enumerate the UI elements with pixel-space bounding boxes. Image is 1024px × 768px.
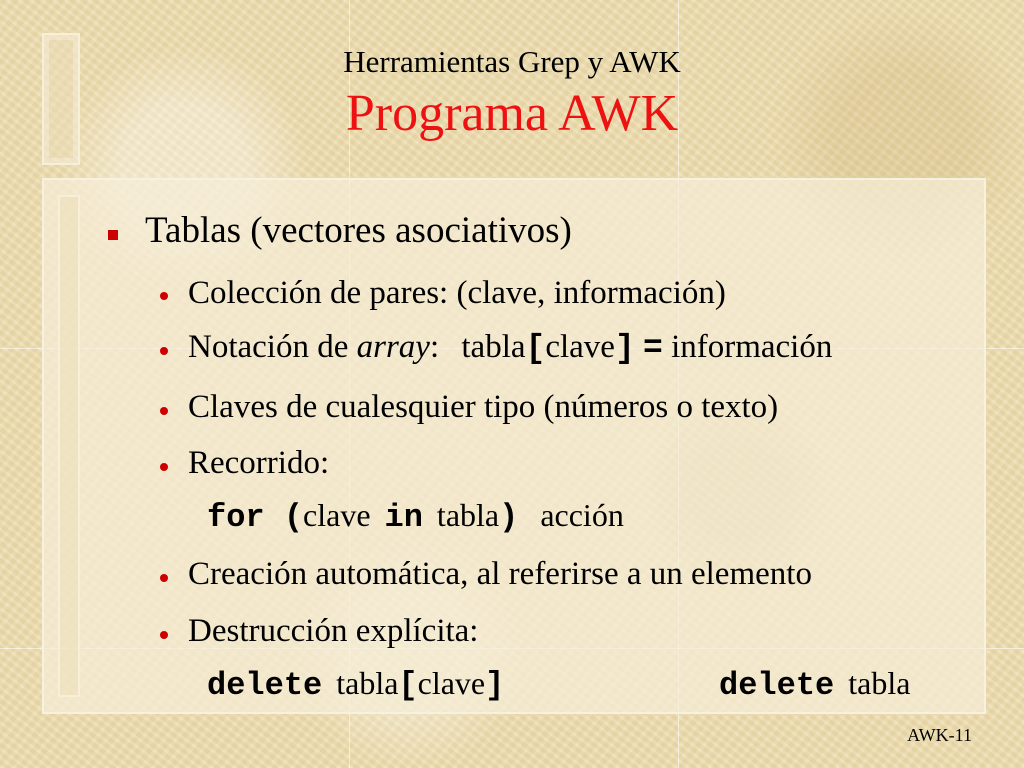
bullet-item-notation [188,329,832,367]
notation-informacion: información [671,329,833,365]
square-bullet-icon [108,230,118,240]
dot-bullet-icon [160,574,168,582]
bullet-item: Destrucción explícita: [188,613,479,649]
dot-bullet-icon [160,407,168,415]
notation-equals: = [643,330,663,367]
loop-tabla: tabla [436,497,500,533]
dot-bullet-icon [160,463,168,471]
delete-table-code [719,665,910,704]
bullet-item: Recorrido: [188,445,330,481]
loop-clave: clave [303,497,371,533]
delete-tabla: tabla [848,665,911,701]
delete-tabla: tabla [336,665,399,701]
dot-bullet-icon [160,292,168,300]
notation-close-bracket: ] [614,330,635,367]
bullet-item: Colección de pares: (clave, información) [188,275,726,311]
bullet-main: Tablas (vectores asociativos) [145,210,572,251]
notation-colon: : [429,329,440,365]
notation-clave: clave [545,329,615,365]
bullet-item: Creación automática, al referirse a un elemento [188,556,812,592]
delete-close-bracket: ] [485,667,505,704]
delete-keyword: delete [719,667,835,704]
content-panel [42,178,986,714]
delete-clave: clave [417,665,486,701]
in-keyword: in [384,499,423,536]
slide-title: Programa AWK [345,85,679,142]
content-accent-bar [58,195,80,697]
for-keyword: for ( [207,499,304,536]
page-number: AWK-11 [907,725,972,745]
loop-close-paren: ) [499,499,519,536]
delete-open-bracket: [ [398,667,418,704]
slide-subtitle: Herramientas Grep y AWK [343,44,681,79]
delete-element-code [207,665,504,704]
notation-tabla: tabla [461,329,526,365]
loop-accion: acción [540,497,624,533]
notation-label: Notación de [188,329,349,365]
bullet-item: Claves de cualesquier tipo (números o texto) [188,389,779,425]
for-loop-code [207,497,624,536]
dot-bullet-icon [160,347,168,355]
notation-open-bracket: [ [525,330,546,367]
delete-keyword: delete [207,667,323,704]
dot-bullet-icon [160,631,168,639]
notation-array-word: array [356,329,430,365]
